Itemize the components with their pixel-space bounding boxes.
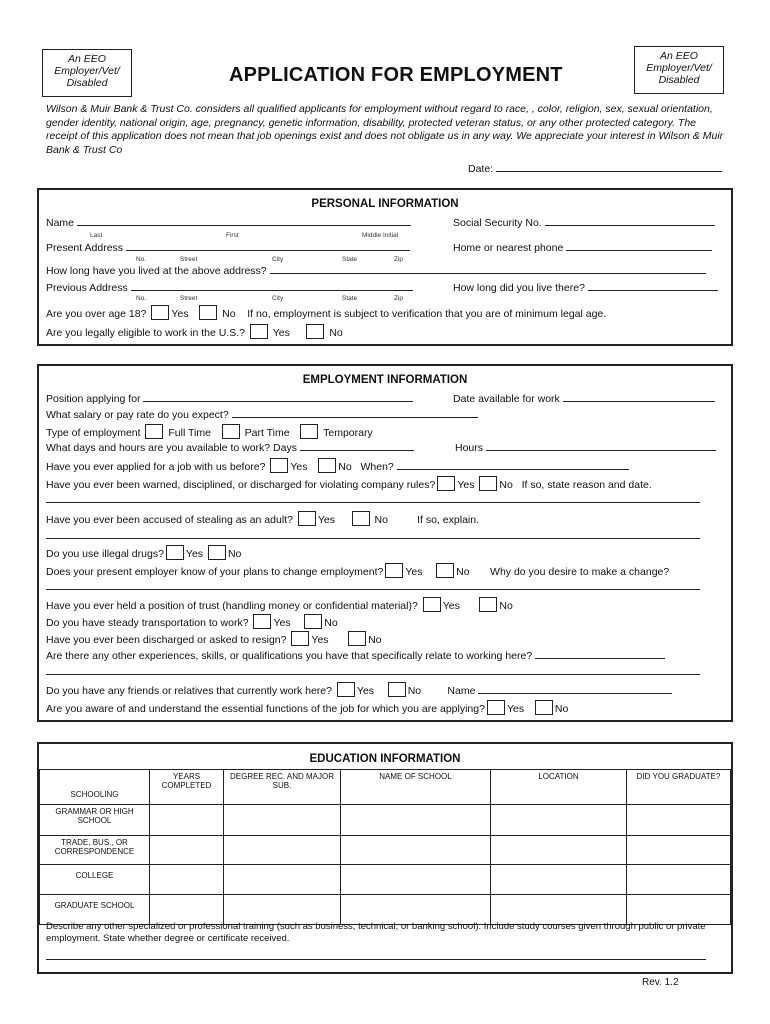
- phone-field[interactable]: [566, 241, 712, 251]
- full-time-label: Full Time: [168, 427, 211, 439]
- verification-note: If no, employment is subject to verification that you are of minimum legal age.: [247, 308, 607, 320]
- aware-yes-label: Yes: [506, 703, 525, 715]
- edu-cell[interactable]: [150, 805, 224, 836]
- employer-know-no-checkbox[interactable]: [436, 563, 454, 578]
- applied-before-no-label: No: [338, 461, 352, 473]
- name-sub-middle: Middle Initial: [362, 232, 399, 239]
- edu-cell[interactable]: [341, 895, 491, 925]
- edu-row-graduate: [40, 895, 731, 925]
- aware-yes-checkbox[interactable]: [487, 700, 505, 715]
- discharged-label: Have you ever been discharged or asked to resign?: [46, 634, 287, 646]
- personal-info-title: PERSONAL INFORMATION: [311, 198, 459, 210]
- address-sub-street: Street: [180, 256, 198, 263]
- trust-yes-checkbox[interactable]: [423, 597, 441, 612]
- address-sub-zip: Zip: [394, 256, 404, 263]
- stealing-no-checkbox[interactable]: [352, 511, 370, 526]
- edu-cell[interactable]: [224, 805, 341, 836]
- transport-no-checkbox[interactable]: [304, 614, 322, 629]
- other-exp-field[interactable]: [535, 649, 665, 659]
- edu-cell[interactable]: [150, 895, 224, 925]
- edu-cell[interactable]: [491, 895, 627, 925]
- part-time-label: Part Time: [244, 427, 290, 439]
- position-field[interactable]: [143, 392, 413, 402]
- present-address-field[interactable]: [126, 241, 410, 251]
- discharged-yes-checkbox[interactable]: [291, 631, 309, 646]
- warned-no-label: No: [499, 479, 513, 491]
- how-long-label: How long have you lived at the above address?: [46, 265, 267, 277]
- edu-cell[interactable]: [491, 805, 627, 836]
- days-label: Days: [273, 442, 297, 454]
- other-exp-line[interactable]: [46, 674, 700, 675]
- date-field[interactable]: [496, 162, 722, 172]
- edu-header-school-name: NAME OF SCHOOL: [341, 770, 491, 805]
- name-label: Name: [46, 217, 75, 229]
- phone-label: Home or nearest phone: [453, 242, 564, 254]
- over18-no-checkbox[interactable]: [199, 305, 217, 320]
- stealing-yes-checkbox[interactable]: [298, 511, 316, 526]
- edu-cell[interactable]: [491, 836, 627, 865]
- ssn-label: Social Security No.: [453, 217, 542, 229]
- transport-label: Do you have steady transportation to work?: [46, 617, 249, 629]
- edu-header-graduate: DID YOU GRADUATE?: [627, 770, 731, 805]
- other-exp-label: Are there any other experiences, skills, or qualifications you have that specifically relate to working here?: [46, 650, 533, 662]
- prev-how-long-field[interactable]: [588, 281, 718, 291]
- prev-address-sub-city: City: [272, 295, 284, 302]
- warned-explain-line[interactable]: [46, 502, 700, 503]
- aware-no-label: No: [554, 703, 569, 715]
- edu-cell[interactable]: [341, 805, 491, 836]
- education-info-title: EDUCATION INFORMATION: [309, 753, 461, 765]
- stealing-yes-label: Yes: [317, 514, 335, 526]
- page-title: APPLICATION FOR EMPLOYMENT: [229, 64, 563, 86]
- over18-yes-checkbox[interactable]: [151, 305, 169, 320]
- drugs-label: Do you use illegal drugs?: [46, 548, 164, 560]
- friends-yes-checkbox[interactable]: [337, 682, 355, 697]
- edu-header-schooling: SCHOOLING: [40, 770, 150, 805]
- edu-header-location: LOCATION: [491, 770, 627, 805]
- why-change-label: Why do you desire to make a change?: [490, 566, 670, 578]
- previous-address-field[interactable]: [131, 281, 413, 291]
- date-label: Date:: [468, 163, 494, 175]
- edu-cell[interactable]: [150, 865, 224, 895]
- employer-know-yes-checkbox[interactable]: [385, 563, 403, 578]
- edu-cell[interactable]: [341, 836, 491, 865]
- when-label: When?: [360, 461, 394, 473]
- education-table: [39, 769, 731, 925]
- intro-paragraph: Wilson & Muir Bank & Trust Co. considers all qualified applicants for employment without regard to race, , color, religion, sex, sexual orientation, gender identity, national origin, age, pregnancy, genetic information, disability, protected veteran status, or any other protected category. The receipt of this application does not mean that job openings exist and does not obligate us in any way. We appreciate your interest in Wilson & Muir Bank & Trust Co: [46, 103, 724, 156]
- edu-header-degree: DEGREE REC. AND MAJOR SUB.: [224, 770, 341, 805]
- edu-cell[interactable]: [627, 895, 731, 925]
- stealing-no-label: No: [374, 514, 388, 526]
- eeo-badge-left: An EEO Employer/Vet/ Disabled: [42, 49, 132, 97]
- edu-cell[interactable]: [491, 865, 627, 895]
- over18-yes-label: Yes: [171, 308, 189, 320]
- name-field[interactable]: [77, 216, 411, 226]
- edu-cell[interactable]: [224, 895, 341, 925]
- employment-type-label: Type of employment: [46, 427, 141, 439]
- date-available-label: Date available for work: [453, 393, 560, 405]
- address-sub-state: State: [342, 256, 358, 263]
- temporary-checkbox[interactable]: [300, 424, 318, 439]
- aware-label: Are you aware of and understand the essential functions of the job for which you are applying?: [46, 703, 485, 715]
- discharged-no-label: No: [368, 634, 382, 646]
- over18-no-label: No: [222, 308, 236, 320]
- eeo-badge-right: An EEO Employer/Vet/ Disabled: [634, 46, 724, 94]
- present-address-label: Present Address: [46, 242, 124, 254]
- drugs-no-label: No: [227, 548, 242, 560]
- prev-address-sub-street: Street: [180, 295, 198, 302]
- employer-know-yes-label: Yes: [405, 566, 423, 578]
- employer-know-label: Does your present employer know of your plans to change employment?: [46, 566, 384, 578]
- warned-label: Have you ever been warned, disciplined, or discharged for violating company rules?: [46, 479, 436, 491]
- prev-how-long-label: How long did you live there?: [453, 282, 585, 294]
- why-change-line[interactable]: [46, 589, 700, 590]
- eligible-yes-label: Yes: [272, 327, 290, 339]
- edu-cell[interactable]: [627, 836, 731, 865]
- position-label: Position applying for: [46, 393, 141, 405]
- drugs-yes-label: Yes: [185, 548, 204, 560]
- edu-cell[interactable]: [341, 865, 491, 895]
- friends-yes-label: Yes: [356, 685, 375, 697]
- how-long-field[interactable]: [270, 264, 706, 274]
- edu-row-label: GRAMMAR OR HIGH SCHOOL: [40, 805, 150, 836]
- edu-row-trade: [40, 836, 731, 865]
- ssn-field[interactable]: [545, 216, 715, 226]
- applied-before-label: Have you ever applied for a job with us before?: [46, 461, 266, 473]
- days-field[interactable]: [300, 441, 414, 451]
- aware-no-checkbox[interactable]: [535, 700, 553, 715]
- salary-field[interactable]: [232, 408, 478, 418]
- drugs-no-checkbox[interactable]: [208, 545, 226, 560]
- date-available-field[interactable]: [563, 392, 715, 402]
- discharged-no-checkbox[interactable]: [348, 631, 366, 646]
- edu-header-years: YEARS COMPLETED: [150, 770, 224, 805]
- friends-name-field[interactable]: [478, 684, 672, 694]
- hours-label: Hours: [455, 442, 484, 454]
- edu-row-label: COLLEGE: [40, 865, 150, 895]
- warned-note: If so, state reason and date.: [521, 479, 652, 491]
- stealing-note: If so, explain.: [417, 514, 479, 526]
- friends-no-label: No: [407, 685, 422, 697]
- name-sub-last: Last: [90, 232, 103, 239]
- revision-label: Rev. 1.2: [642, 977, 679, 988]
- edu-row-grammar: [40, 805, 731, 836]
- name-sub-first: First: [226, 232, 239, 239]
- trust-yes-label: Yes: [442, 600, 460, 612]
- edu-cell[interactable]: [627, 805, 731, 836]
- prev-address-sub-state: State: [342, 295, 358, 302]
- edu-cell[interactable]: [224, 865, 341, 895]
- stealing-explain-line[interactable]: [46, 538, 700, 539]
- warned-no-checkbox[interactable]: [479, 476, 497, 491]
- trust-no-label: No: [499, 600, 513, 612]
- edu-row-label: GRADUATE SCHOOL: [40, 895, 150, 925]
- days-hours-label: What days and hours are you available to work?: [46, 442, 271, 454]
- eligible-no-checkbox[interactable]: [306, 324, 324, 339]
- stealing-label: Have you ever been accused of stealing as an adult?: [46, 514, 293, 526]
- training-line[interactable]: [46, 959, 706, 960]
- eligible-no-label: No: [329, 327, 343, 339]
- eligible-label: Are you legally eligible to work in the U.S.?: [46, 327, 246, 339]
- friends-name-label: Name: [447, 685, 476, 697]
- applied-before-yes-checkbox[interactable]: [270, 458, 288, 473]
- edu-row-label: TRADE, BUS., OR CORRESPONDENCE: [40, 836, 150, 865]
- training-description: Describe any other specialized or professional training (such as business, technical, or banking school). Include study courses given through public or private employment. State whether degree or certificate received.: [46, 921, 706, 944]
- edu-row-college: [40, 865, 731, 895]
- previous-address-label: Previous Address: [46, 282, 128, 294]
- transport-yes-checkbox[interactable]: [253, 614, 271, 629]
- part-time-checkbox[interactable]: [222, 424, 240, 439]
- address-sub-no: No.: [136, 256, 147, 263]
- hours-field[interactable]: [486, 441, 716, 451]
- eligible-yes-checkbox[interactable]: [250, 324, 268, 339]
- transport-yes-label: Yes: [273, 617, 291, 629]
- friends-no-checkbox[interactable]: [388, 682, 406, 697]
- warned-yes-label: Yes: [457, 479, 475, 491]
- warned-yes-checkbox[interactable]: [437, 476, 455, 491]
- applied-before-no-checkbox[interactable]: [318, 458, 336, 473]
- trust-label: Have you ever held a position of trust (handling money or confidential material)?: [46, 600, 418, 612]
- prev-address-sub-no: No.: [136, 295, 147, 302]
- trust-no-checkbox[interactable]: [479, 597, 497, 612]
- salary-label: What salary or pay rate do you expect?: [46, 409, 229, 421]
- prev-address-sub-zip: Zip: [394, 295, 404, 302]
- when-field[interactable]: [397, 460, 629, 470]
- transport-no-label: No: [324, 617, 338, 629]
- temporary-label: Temporary: [323, 427, 373, 439]
- full-time-checkbox[interactable]: [145, 424, 163, 439]
- edu-cell[interactable]: [150, 836, 224, 865]
- friends-label: Do you have any friends or relatives that currently work here?: [46, 685, 332, 697]
- employment-info-title: EMPLOYMENT INFORMATION: [302, 374, 468, 386]
- over18-label: Are you over age 18?: [46, 308, 147, 320]
- applied-before-yes-label: Yes: [290, 461, 308, 473]
- discharged-yes-label: Yes: [311, 634, 329, 646]
- employer-know-no-label: No: [456, 566, 470, 578]
- edu-cell[interactable]: [224, 836, 341, 865]
- edu-cell[interactable]: [627, 865, 731, 895]
- drugs-yes-checkbox[interactable]: [166, 545, 184, 560]
- address-sub-city: City: [272, 256, 284, 263]
